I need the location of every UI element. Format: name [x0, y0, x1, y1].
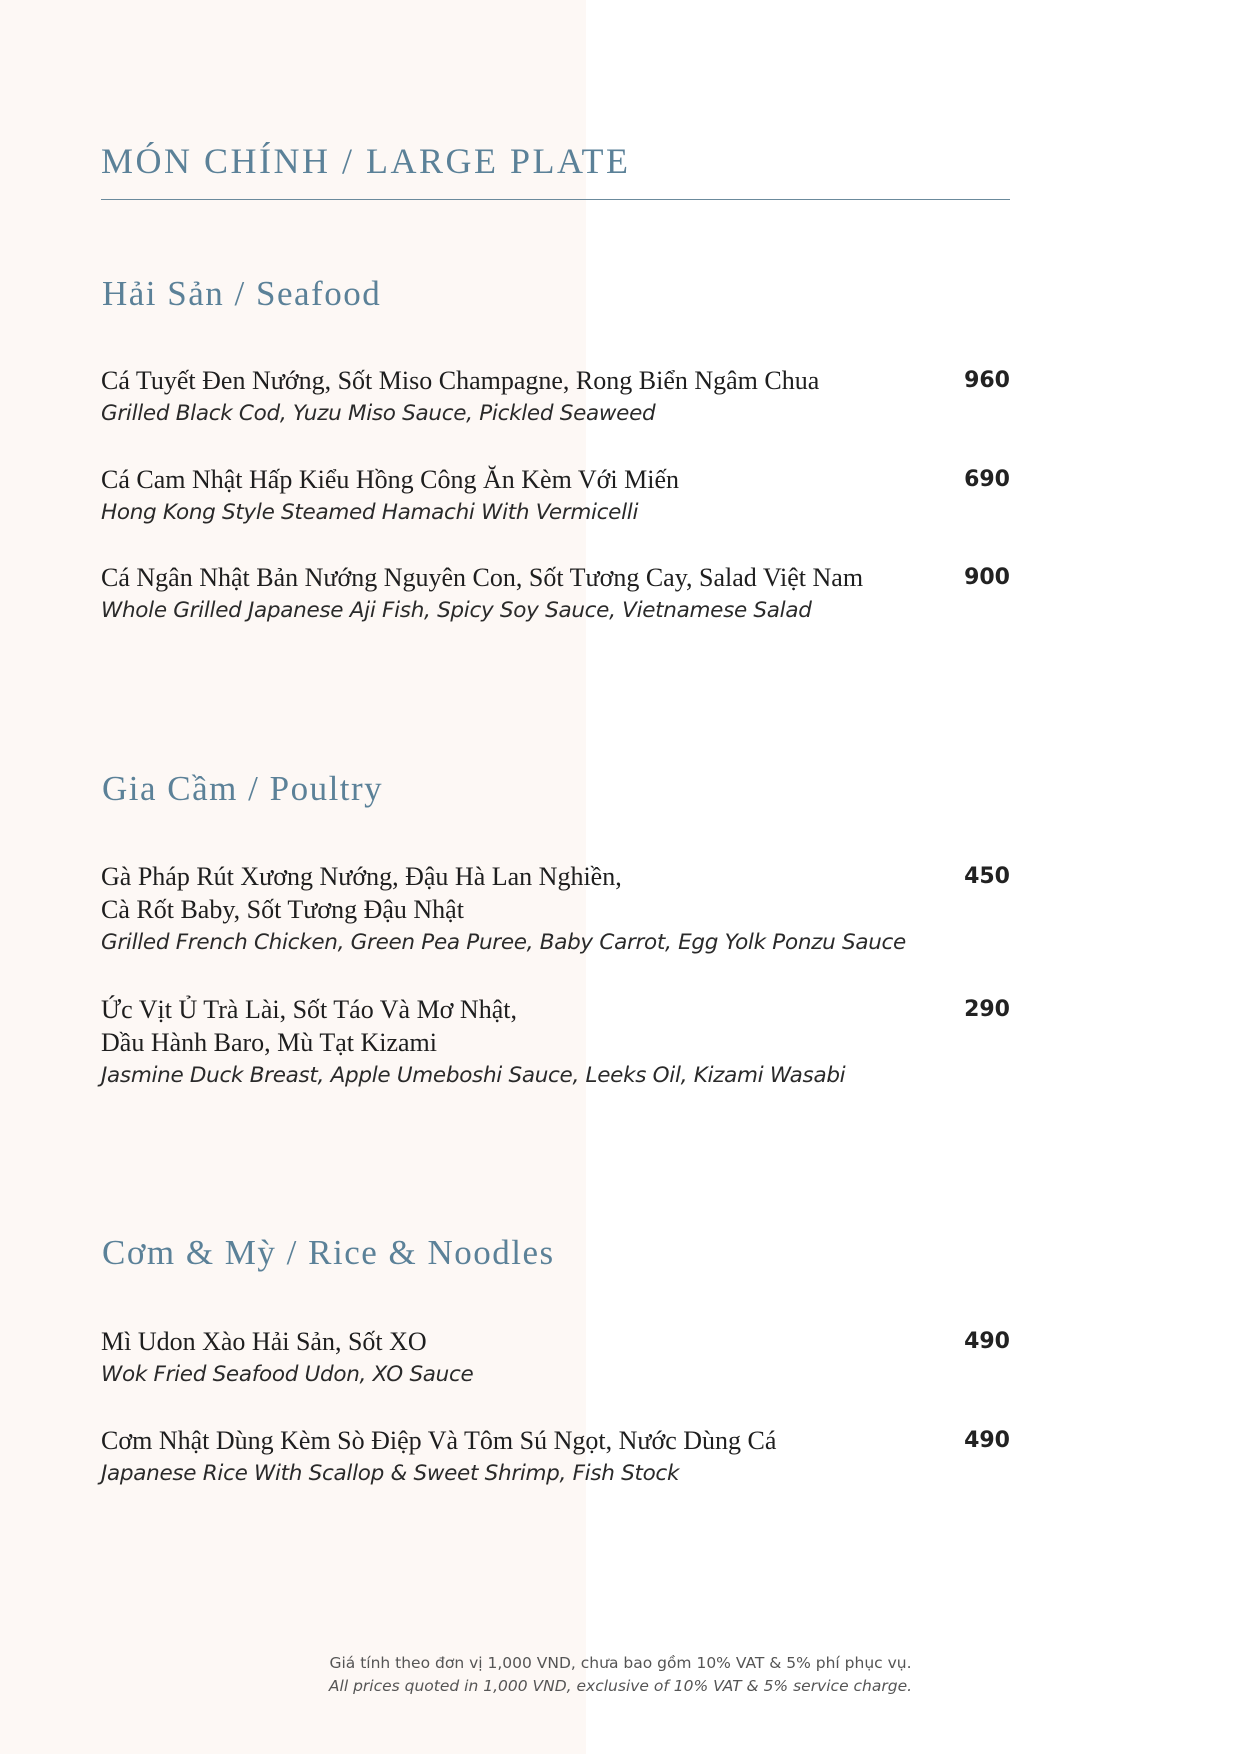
item-name-vi: Mì Udon Xào Hải Sản, Sốt XO: [101, 1327, 427, 1356]
item-price: 290: [964, 997, 1010, 1022]
item-name-vi: Cơm Nhật Dùng Kèm Sò Điệp Và Tôm Sú Ngọt, Nước Dùng Cá: [101, 1426, 777, 1455]
price-note-footer: [0, 1652, 1241, 1698]
item-name-vi: Cá Cam Nhật Hấp Kiểu Hồng Công Ăn Kèm Với Miến: [101, 465, 679, 494]
item-price: 450: [964, 864, 1010, 889]
section-heading-seafood: Hải Sản / Seafood: [102, 274, 382, 313]
menu-item: [101, 993, 1010, 1092]
menu-item: [101, 364, 1010, 430]
item-price: 490: [964, 1329, 1010, 1354]
page-title: MÓN CHÍNH / LARGE PLATE: [101, 141, 631, 181]
item-name-vi: Cá Ngân Nhật Bản Nướng Nguyên Con, Sốt Tương Cay, Salad Việt Nam: [101, 563, 864, 592]
title-divider: [101, 199, 1010, 200]
item-name-en: Japanese Rice With Scallop & Sweet Shrimp, Fish Stock: [101, 1461, 680, 1486]
item-name-en: Hong Kong Style Steamed Hamachi With Vermicelli: [101, 500, 639, 525]
item-name-vi-line-1: Gà Pháp Rút Xương Nướng, Đậu Hà Lan Nghiền,: [101, 862, 622, 891]
item-name-vi-line-2: Dầu Hành Baro, Mù Tạt Kizami: [101, 1028, 437, 1057]
item-name-en: Jasmine Duck Breast, Apple Umeboshi Sauce, Leeks Oil, Kizami Wasabi: [101, 1063, 846, 1088]
menu-item: [101, 1325, 1010, 1391]
item-price: 690: [964, 467, 1010, 492]
price-note-en: All prices quoted in 1,000 VND, exclusive of 10% VAT & 5% service charge.: [328, 1677, 913, 1695]
item-name-vi-line-1: Ức Vịt Ủ Trà Lài, Sốt Táo Và Mơ Nhật,: [101, 995, 517, 1024]
item-name-en: Wok Fried Seafood Udon, XO Sauce: [101, 1362, 474, 1387]
item-price: 900: [964, 565, 1010, 590]
menu-item: [101, 561, 1010, 627]
menu-item: [101, 860, 1010, 959]
item-name-vi: Cá Tuyết Đen Nướng, Sốt Miso Champagne, Rong Biển Ngâm Chua: [101, 366, 820, 395]
item-name-vi-line-2: Cà Rốt Baby, Sốt Tương Đậu Nhật: [101, 895, 464, 924]
item-price: 490: [964, 1428, 1010, 1453]
price-note-vi: Giá tính theo đơn vị 1,000 VND, chưa bao gồm 10% VAT & 5% phí phục vụ.: [329, 1654, 912, 1672]
item-name-en: Whole Grilled Japanese Aji Fish, Spicy Soy Sauce, Vietnamese Salad: [101, 598, 812, 623]
menu-item: [101, 463, 1010, 529]
menu-item: [101, 1424, 1010, 1490]
item-name-en: Grilled French Chicken, Green Pea Puree, Baby Carrot, Egg Yolk Ponzu Sauce: [101, 930, 906, 955]
item-price: 960: [964, 368, 1010, 393]
item-name-en: Grilled Black Cod, Yuzu Miso Sauce, Pickled Seaweed: [101, 401, 656, 426]
section-heading-poultry: Gia Cầm / Poultry: [102, 769, 384, 808]
section-heading-rice-noodles: Cơm & Mỳ / Rice & Noodles: [102, 1233, 555, 1272]
